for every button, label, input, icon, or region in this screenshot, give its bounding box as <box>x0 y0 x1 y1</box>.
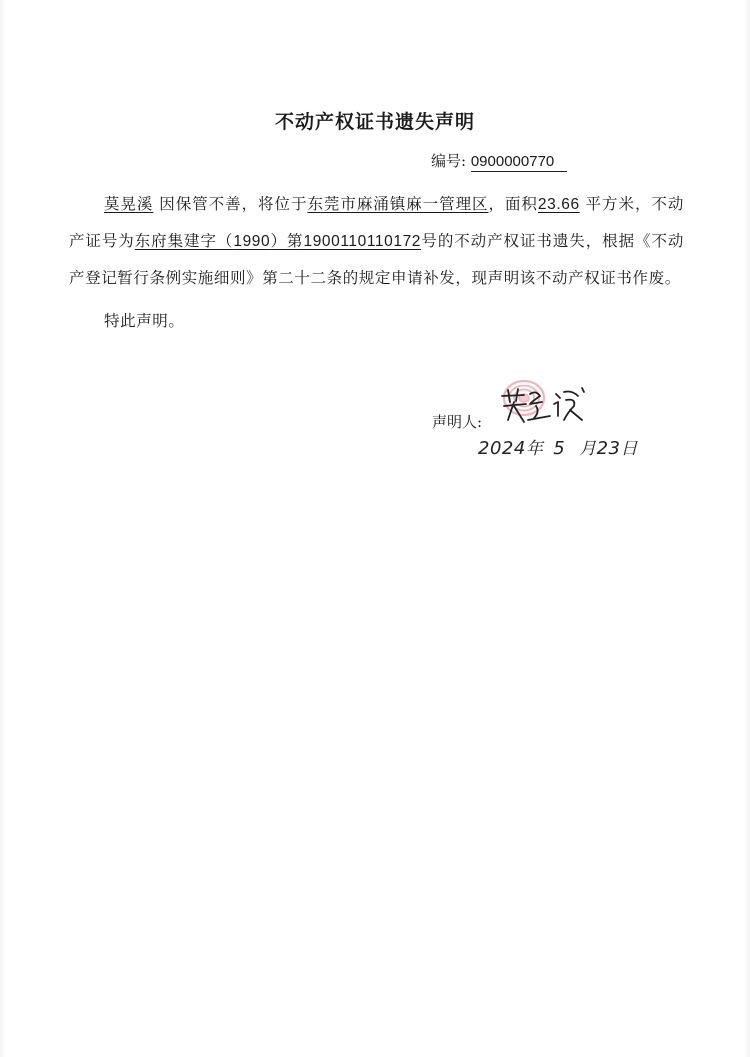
cert-serial: 1900110110172 <box>303 233 422 250</box>
document-title: 不动产权证书遗失声明 <box>274 111 475 133</box>
declaration-paragraph <box>69 186 684 297</box>
signature-with-stamp <box>494 376 594 436</box>
property-area: 23.66 <box>537 196 580 213</box>
date-month-unit: 月 <box>579 439 597 459</box>
declaration-body <box>69 186 684 340</box>
document-number-value: 0900000770 <box>471 153 567 172</box>
document-number-label: 编号: <box>431 152 467 170</box>
date-year-unit: 年 <box>525 439 544 459</box>
date-year: 2024 <box>478 438 526 459</box>
certificate-number <box>135 232 421 250</box>
text-segment: 号的不动产权证书遗失，根据《不动产登记暂行条例实施细则》第二十二条的规定申请补发，现声明该不动产权证书作废。 <box>69 232 685 287</box>
document-number <box>431 150 567 172</box>
cert-mid: ）第 <box>270 232 304 250</box>
declarant-label: 声明人: <box>432 413 483 431</box>
signing-date <box>478 434 638 464</box>
property-location: 东莞市麻涌镇麻一管理区 <box>307 195 489 213</box>
cert-year: 1990 <box>233 233 271 250</box>
date-day-unit: 日 <box>620 439 638 459</box>
closing-paragraph: 特此声明。 <box>104 312 185 330</box>
text-segment: 因保管不善，将位于 <box>159 195 308 213</box>
date-month: 5 <box>553 438 566 459</box>
owner-name: 莫晃溪 <box>104 195 154 213</box>
text-segment: ，面积 <box>488 195 538 213</box>
cert-prefix: 东府集建字（ <box>134 232 234 250</box>
text-segment: 平方米，不动产证号为 <box>69 195 684 250</box>
date-day: 23 <box>596 438 621 459</box>
